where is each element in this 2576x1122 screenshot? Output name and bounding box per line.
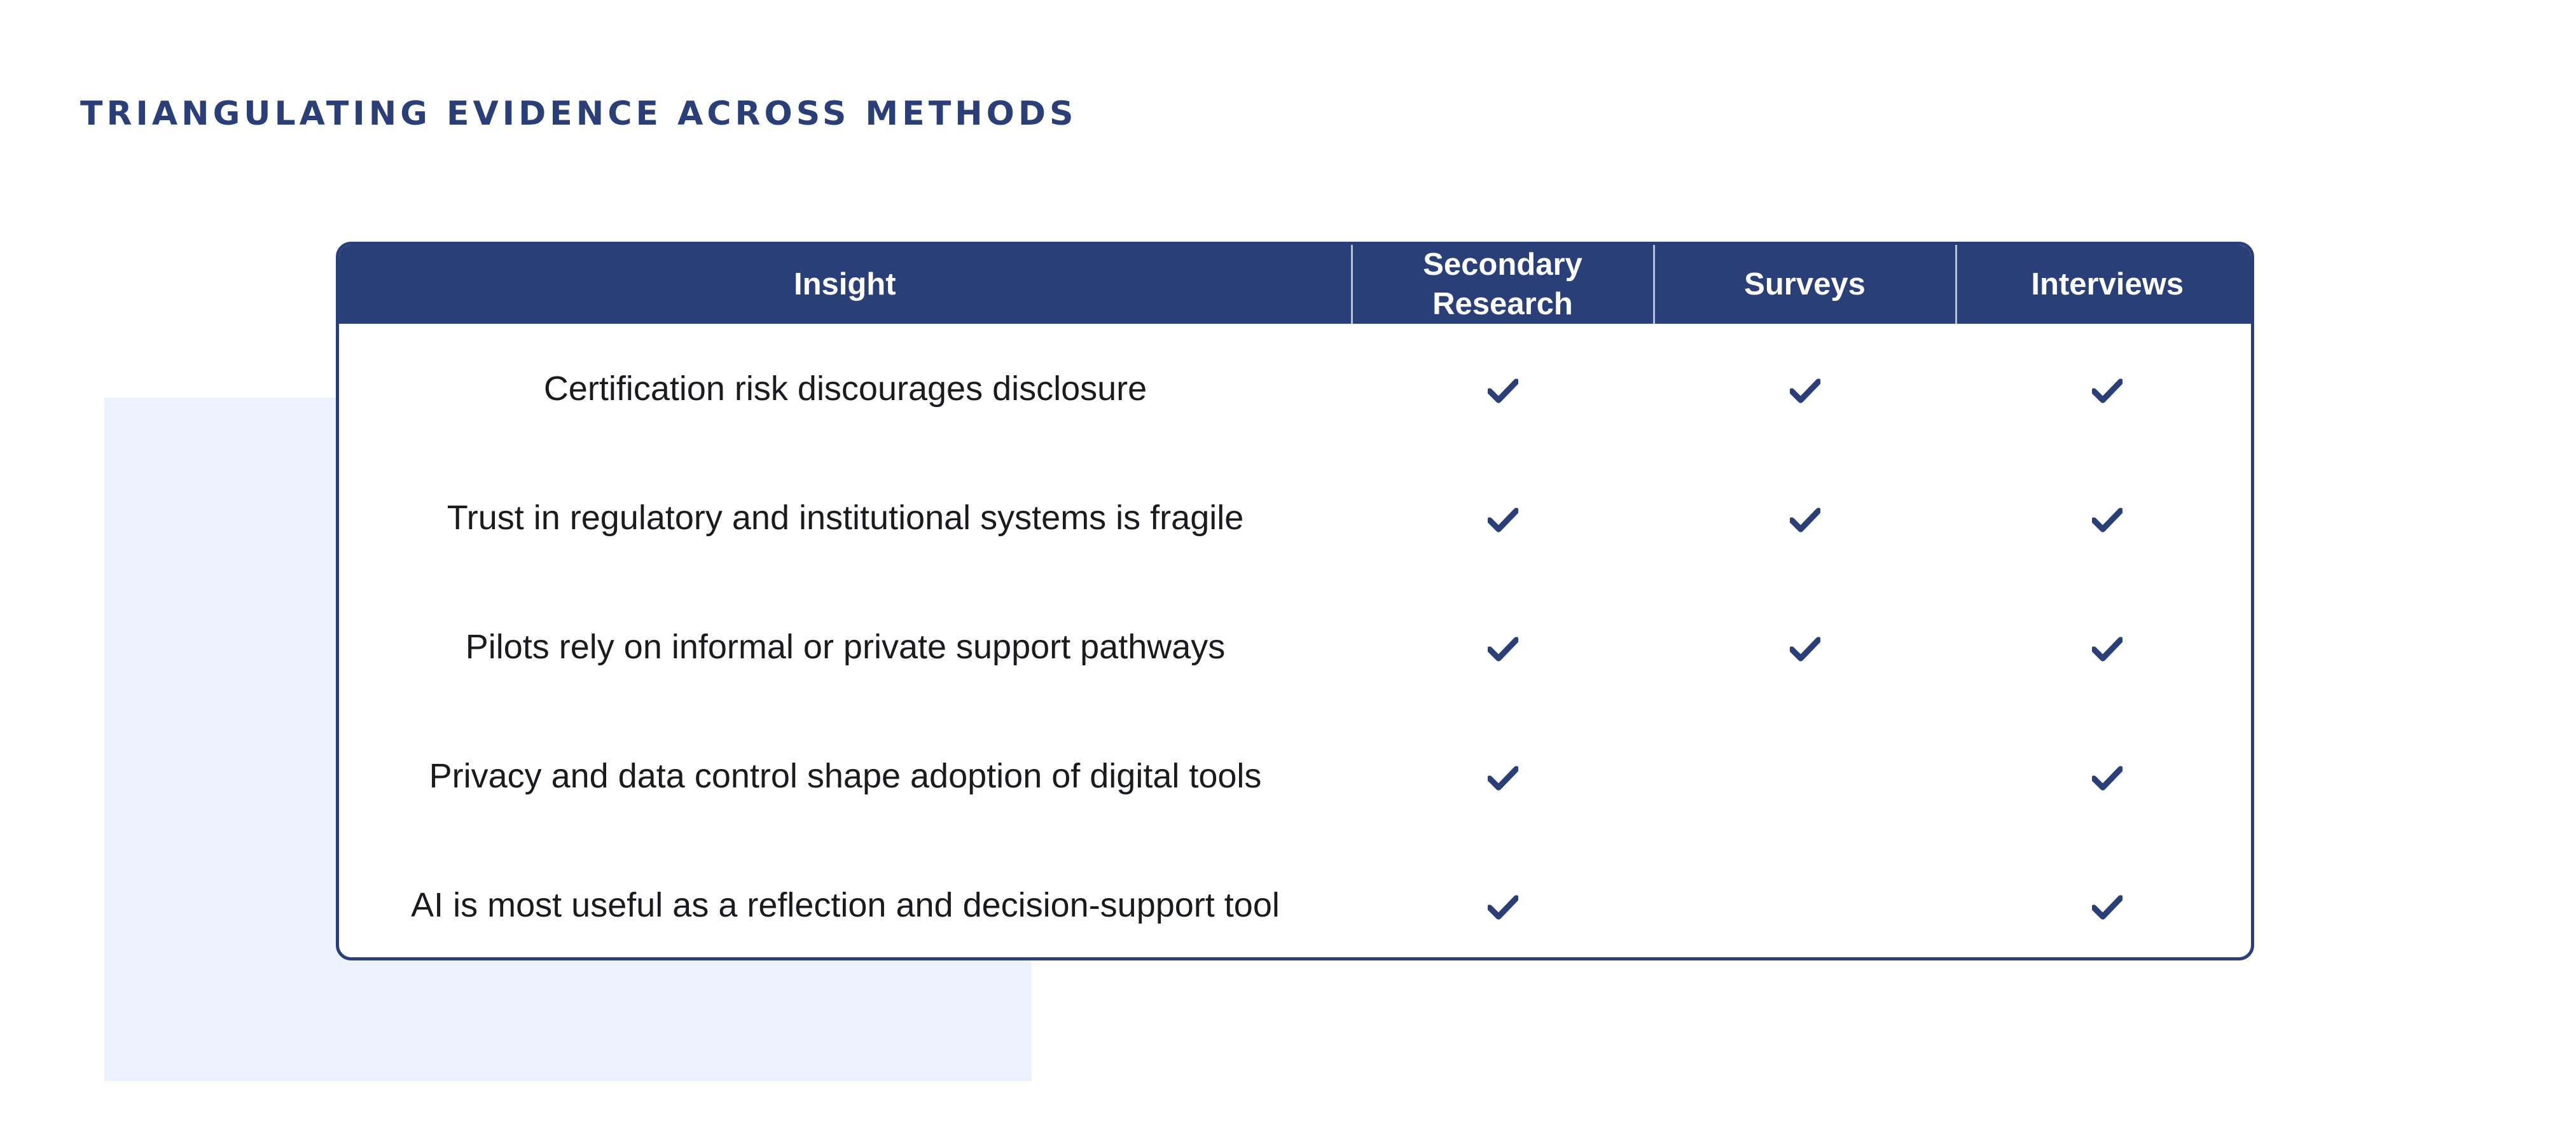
insight-cell: AI is most useful as a reflection and decision-support tool	[411, 885, 1280, 924]
checkmark-icon	[1790, 378, 1820, 403]
surveys-cell	[1654, 711, 1956, 840]
checkmark-icon	[1488, 507, 1518, 532]
secondary-research-cell	[1352, 324, 1654, 453]
interviews-cell	[1956, 840, 2254, 960]
checkmark-icon	[1488, 636, 1518, 661]
interviews-cell	[1956, 711, 2254, 840]
checkmark-icon	[2092, 636, 2122, 661]
surveys-cell	[1654, 324, 1956, 453]
secondary-research-cell	[1352, 711, 1654, 840]
evidence-table	[336, 242, 2254, 960]
header-insight: Insight	[339, 245, 1352, 324]
secondary-research-cell	[1352, 840, 1654, 960]
checkmark-icon	[2092, 894, 2122, 920]
header-secondary-research: Secondary Research	[1352, 245, 1654, 324]
surveys-cell	[1654, 453, 1956, 582]
interviews-cell	[1956, 453, 2254, 582]
surveys-cell	[1654, 582, 1956, 711]
header-interviews: Interviews	[1956, 245, 2254, 324]
page-title: TRIANGULATING EVIDENCE ACROSS METHODS	[80, 95, 1077, 133]
header-surveys: Surveys	[1654, 245, 1956, 324]
evidence-grid	[339, 245, 2254, 960]
table-row	[339, 324, 2254, 453]
checkmark-icon	[2092, 507, 2122, 532]
table-row	[339, 840, 2254, 960]
checkmark-icon	[1790, 507, 1820, 532]
checkmark-icon	[1488, 765, 1518, 791]
insight-cell: Pilots rely on informal or private support pathways	[465, 627, 1226, 666]
secondary-research-cell	[1352, 453, 1654, 582]
insight-cell: Privacy and data control shape adoption of digital tools	[429, 756, 1262, 795]
table-body	[339, 324, 2254, 960]
checkmark-icon	[2092, 378, 2122, 403]
interviews-cell	[1956, 582, 2254, 711]
checkmark-icon	[1488, 378, 1518, 403]
checkmark-icon	[2092, 765, 2122, 791]
checkmark-icon	[1488, 894, 1518, 920]
secondary-research-cell	[1352, 582, 1654, 711]
insight-cell: Certification risk discourages disclosure	[543, 369, 1147, 408]
table-row	[339, 711, 2254, 840]
table-row	[339, 453, 2254, 582]
table-row	[339, 582, 2254, 711]
table-header-row	[339, 245, 2254, 324]
insight-cell: Trust in regulatory and institutional systems is fragile	[447, 498, 1244, 537]
checkmark-icon	[1790, 636, 1820, 661]
surveys-cell	[1654, 840, 1956, 960]
interviews-cell	[1956, 324, 2254, 453]
